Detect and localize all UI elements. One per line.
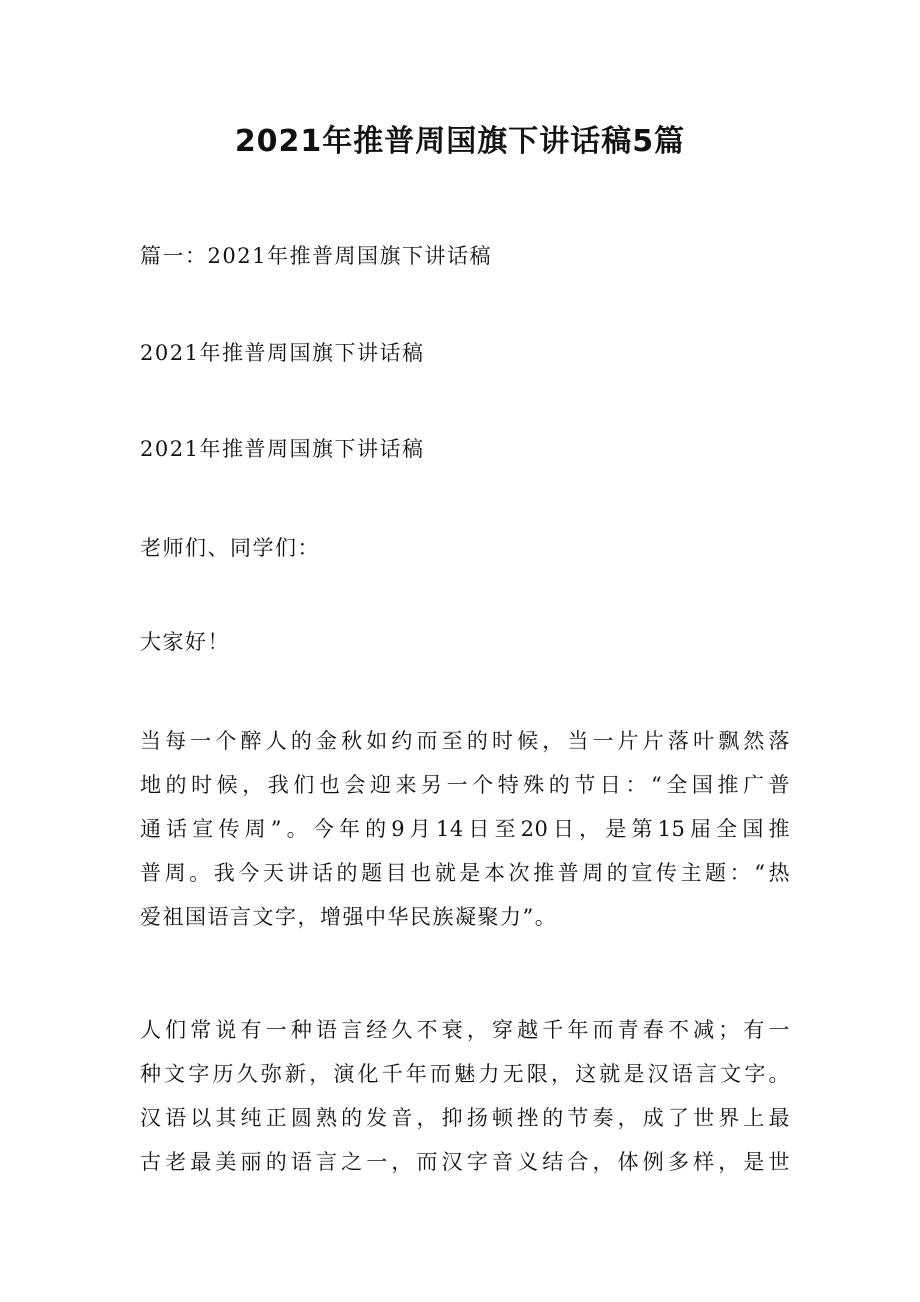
subtitle-line-1: 2021年推普周国旗下讲话稿 [140, 341, 425, 365]
paragraph-1 [140, 719, 790, 939]
paragraph-1-line: 爱祖国语言文字，增强中华民族凝聚力”。 [140, 905, 558, 929]
greeting: 大家好！ [140, 630, 230, 654]
salutation: 老师们、同学们： [140, 536, 320, 560]
paragraph-2-line: 古老最美丽的语言之一，而汉字音义结合，体例多样，是世 [140, 1150, 790, 1174]
subtitle-line-2: 2021年推普周国旗下讲话稿 [140, 437, 425, 461]
paragraph-2-line: 种文字历久弥新，演化千年而魅力无限，这就是汉语言文字。 [140, 1062, 790, 1086]
paragraph-1-line: 当每一个醉人的金秋如约而至的时候，当一片片落叶飘然落 [140, 729, 790, 753]
section-heading: 篇一：2021年推普周国旗下讲话稿 [140, 244, 492, 268]
paragraph-2-line: 汉语以其纯正圆熟的发音，抑扬顿挫的节奏，成了世界上最 [140, 1106, 790, 1130]
paragraph-1-line: 普周。我今天讲话的题目也就是本次推普周的宣传主题：“热 [140, 861, 790, 885]
paragraph-1-line: 地的时候，我们也会迎来另一个特殊的节日：“全国推广普 [140, 773, 790, 797]
document-title: 2021年推普周国旗下讲话稿5篇 [234, 124, 686, 159]
paragraph-1-line: 通话宣传周”。今年的9月14日至20日，是第15届全国推 [140, 817, 790, 841]
paragraph-2 [140, 1008, 790, 1184]
paragraph-2-line: 人们常说有一种语言经久不衰，穿越千年而青春不减；有一 [140, 1018, 790, 1042]
